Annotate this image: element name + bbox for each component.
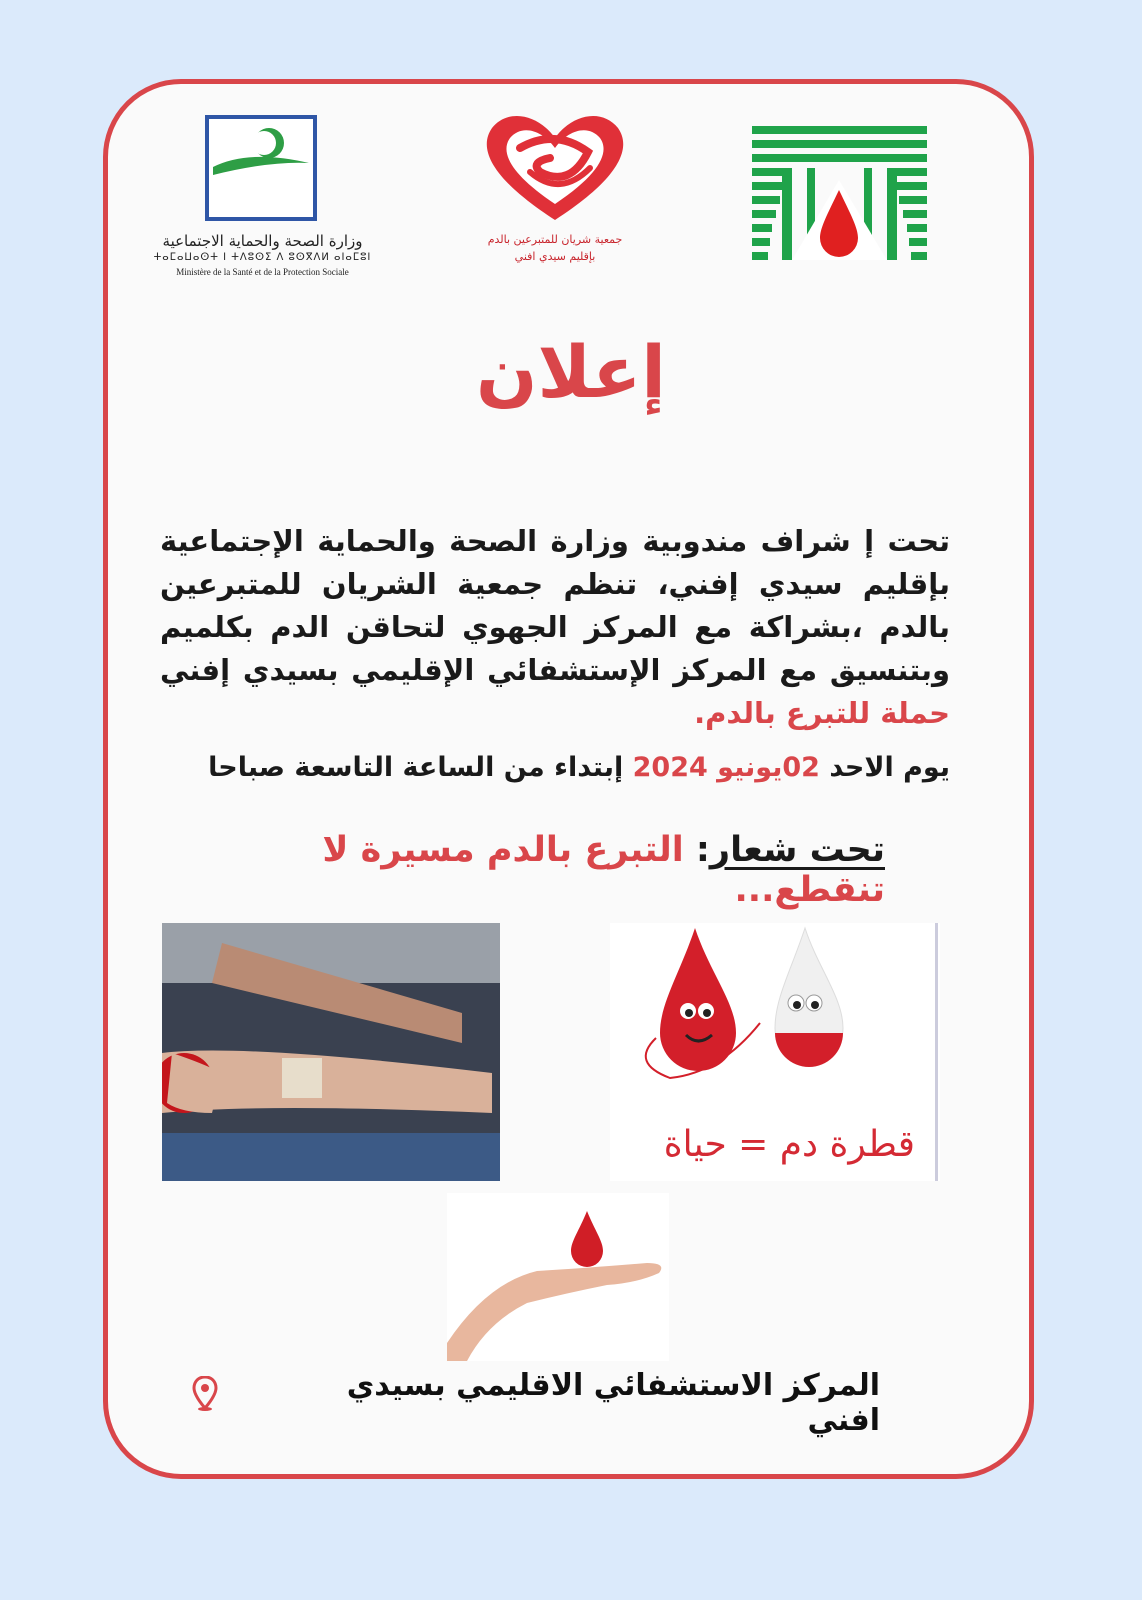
announcement-body [160, 520, 950, 735]
association-name-line2: بإقليم سيدي افني [514, 250, 596, 263]
event-date: 02يونيو 2024 [632, 752, 820, 783]
ministry-name-french: Ministère de la Santé et de la Protection Sociale [176, 267, 349, 277]
ministry-emblem-icon [209, 119, 313, 217]
ministry-logo [150, 110, 380, 285]
announcement-title: إعلان [476, 330, 666, 414]
announcement-body-text: تحت إ شراف مندوبية وزارة الصحة والحماية الإجتماعية بإقليم سيدي إفني، تنظم جمعية الشريان للمتبرعين بالدم ،بشراكة مع المركز الجهوي لتحاقن الدم بكلميم وبتنسيق مع المركز الإستشفائي الإقليمي بسيدي إفني [160, 524, 950, 687]
slogan-label: تحت شعار [709, 830, 885, 870]
blood-drops-illustration [610, 923, 940, 1181]
location-text: المركز الاستشفائي الاقليمي بسيدي افني [346, 1368, 880, 1438]
slogan-line [160, 830, 885, 910]
ministry-emblem-frame [205, 115, 317, 221]
association-logo [470, 108, 640, 278]
slogan-text: التبرع بالدم مسيرة لا تنقطع... [322, 830, 885, 910]
announcement-highlight: حملة للتبرع بالدم. [694, 696, 950, 730]
ministry-name-arabic: وزارة الصحة والحماية الاجتماعية [162, 232, 363, 250]
donation-arm-illustration [162, 923, 500, 1181]
association-name-line1: جمعية شريان للمتبرعين بالدم [487, 233, 623, 246]
date-prefix: يوم الاحد [819, 752, 950, 783]
location-pin-icon [192, 1376, 218, 1412]
ministry-name-tifinagh: ⵜⴰⵎⴰⵡⴰⵙⵜ ⵏ ⵜⴷⵓⵙⵉ ⴷ ⵓⵙⴳⴷⵍ ⴰⵏⴰⵎⵓⵏ [153, 252, 372, 263]
date-suffix: إبتداء من الساعة التاسعة صباحا [208, 752, 633, 783]
slogan-colon: : [683, 830, 710, 870]
drops-caption: قطرة دم = حياة [663, 1124, 915, 1165]
donation-arm-photo [162, 923, 500, 1181]
hand-with-drop-photo [447, 1193, 669, 1361]
blood-center-logo [752, 120, 927, 270]
hand-drop-icon [447, 1193, 669, 1361]
event-date-line [160, 752, 950, 783]
blood-center-emblem-icon [752, 120, 927, 270]
heart-logo-icon [470, 108, 640, 228]
